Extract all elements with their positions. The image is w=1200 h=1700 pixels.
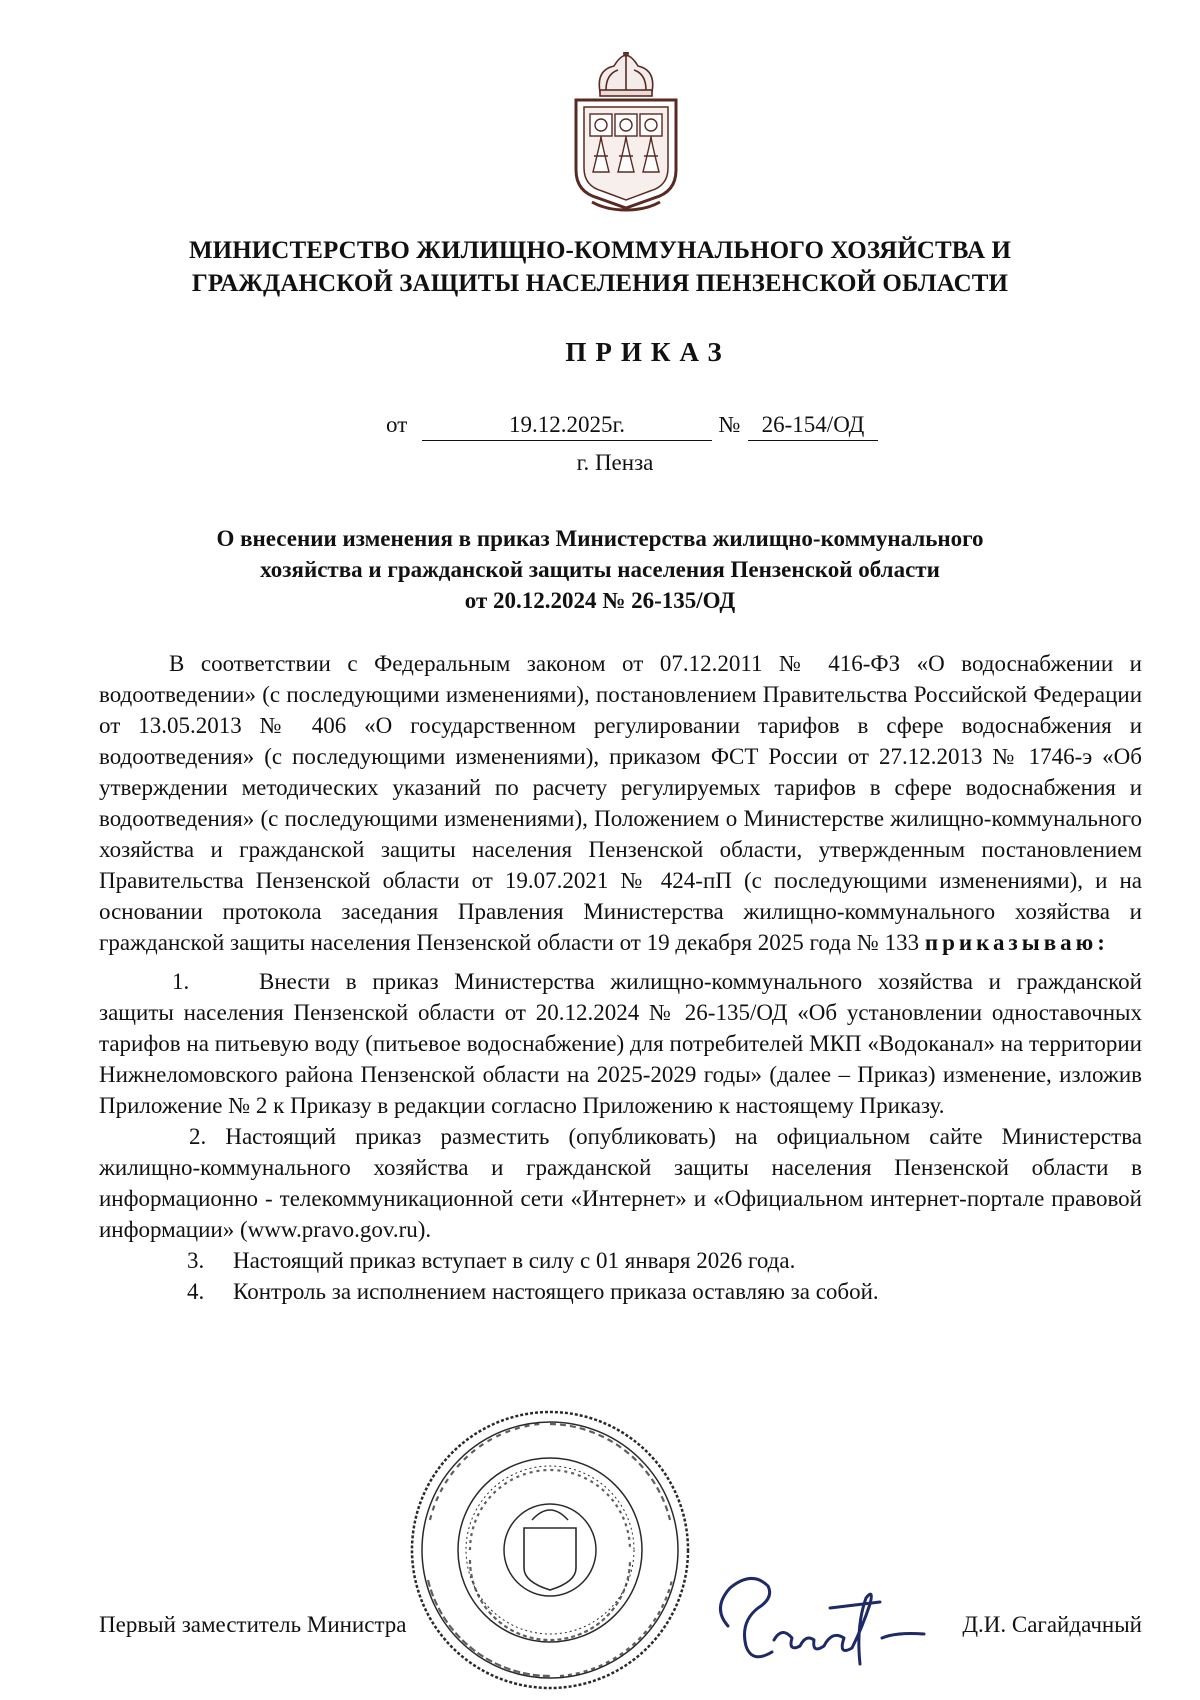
signatory-title: Первый заместитель Министра bbox=[99, 1612, 407, 1637]
subject-line-1: О внесении изменения в приказ Министерства жилищно-коммунального bbox=[216, 526, 984, 551]
subject-line-2: хозяйства и гражданской защиты населения Пензенской области bbox=[260, 557, 940, 582]
preamble-paragraph bbox=[99, 648, 1142, 958]
number-prefix: № bbox=[718, 412, 741, 437]
signatory-name: Д.И. Сагайдачный bbox=[962, 1612, 1142, 1637]
subject-line-3: от 20.12.2024 № 26-135/ОД bbox=[464, 588, 736, 613]
order-word: приказываю: bbox=[924, 930, 1109, 955]
ministry-line-2: ГРАЖДАНСКОЙ ЗАЩИТЫ НАСЕЛЕНИЯ ПЕНЗЕНСКОЙ ОБЛАСТИ bbox=[191, 270, 1009, 297]
order-subject bbox=[130, 523, 1070, 616]
preamble-text: В соответствии с Федеральным законом от 07.12.2011 № 416-ФЗ «О водоснабжении и водоотведении» (с последующими изменениями), постановлением Правительства Российской Федерации от 13.05.2013 № 406 «О государственном регулировании тарифов в сфере водоснабжения и водоотведения» (с последующими изменениями), приказом ФСТ России от 27.12.2013 № 1746-э «Об утверждении методических указаний по расчету регулируемых тарифов в сфере водоснабжения и водоотведения» (с последующими изменениями), Положением о Министерстве жилищно-коммунального хозяйства и гражданской защиты населения Пензенской области, утвержденным постановлением Правительства Пензенской области от 19.07.2021 № 424-пП (с последующими изменениями), и на основании протокола заседания Правления Министерства жилищно-коммунального хозяйства и гражданской защиты населения Пензенской области от 19 декабря 2025 года № 133 bbox=[99, 651, 1142, 955]
list-item bbox=[99, 1121, 1142, 1245]
list-item bbox=[99, 966, 1142, 1121]
ministry-line-1: МИНИСТЕРСТВО ЖИЛИЩНО-КОММУНАЛЬНОГО ХОЗЯЙСТВА И bbox=[188, 237, 1012, 264]
list-item bbox=[99, 1276, 1142, 1307]
date-prefix: от bbox=[386, 412, 408, 437]
document-type-title: ПРИКАЗ bbox=[565, 337, 731, 367]
item-number: 1. bbox=[172, 969, 190, 994]
ministry-name bbox=[100, 234, 1100, 300]
item-number: 3. bbox=[187, 1248, 205, 1273]
item-text: Внести в приказ Министерства жилищно-коммунального хозяйства и гражданской защиты населения Пензенской области от 20.12.2024 № 26-135/ОД «Об установлении одноставочных тарифов на питьевую воду (питьевое водоснабжение) для потребителей МКП «Водоканал» на территории Нижнеломовского района Пензенской области на 2025-2029 годы» (далее – Приказ) изменение, изложив Приложение № 2 к Приказу в редакции согласно Приложению к настоящему Приказу. bbox=[99, 969, 1142, 1118]
order-number: 26-154/ОД bbox=[748, 410, 878, 441]
order-body bbox=[99, 648, 1142, 1307]
coat-of-arms-icon bbox=[566, 52, 686, 212]
list-item bbox=[99, 1245, 1142, 1276]
city: г. Пенза bbox=[576, 450, 654, 475]
official-seal-icon bbox=[400, 1400, 700, 1700]
item-number: 2. bbox=[189, 1124, 207, 1149]
item-number: 4. bbox=[187, 1279, 205, 1304]
item-text: Настоящий приказ разместить (опубликовать) на официальном сайте Министерства жилищно-коммунального хозяйства и гражданской защиты населения Пензенской области в информационно - телекоммуникационной сети «Интернет» и «Официальном интернет-портале правовой информации» (www.pravo.gov.ru). bbox=[99, 1124, 1142, 1242]
handwritten-signature-icon bbox=[710, 1568, 930, 1678]
order-date: 19.12.2025г. bbox=[422, 410, 712, 441]
item-text: Контроль за исполнением настоящего приказа оставляю за собой. bbox=[233, 1279, 879, 1304]
item-text: Настоящий приказ вступает в силу с 01 января 2026 года. bbox=[233, 1248, 796, 1273]
